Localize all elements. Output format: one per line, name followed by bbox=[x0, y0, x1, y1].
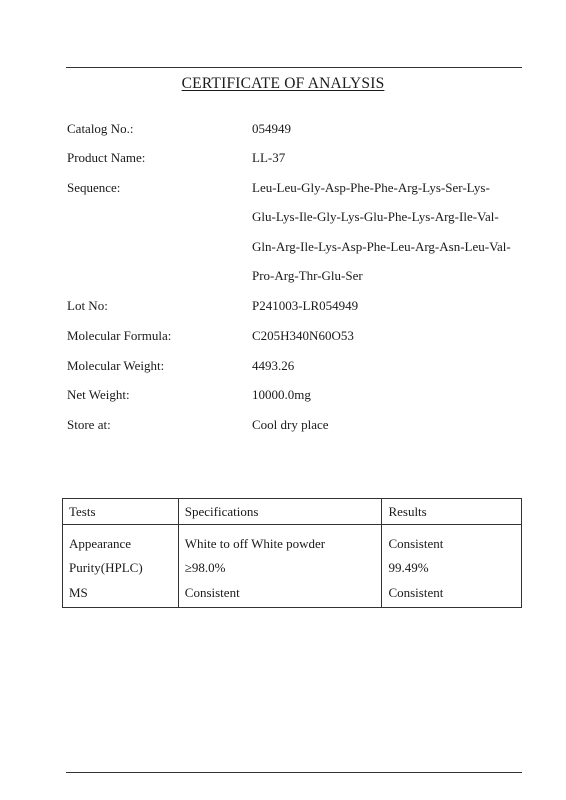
molecular-weight-label: Molecular Weight: bbox=[67, 358, 165, 373]
sequence-line-4: Pro-Arg-Thr-Glu-Ser bbox=[252, 268, 363, 283]
catalog-no-label: Catalog No.: bbox=[67, 121, 134, 136]
store-at-label: Store at: bbox=[67, 417, 111, 432]
net-weight-label: Net Weight: bbox=[67, 387, 130, 402]
cell-result: Consistent bbox=[382, 581, 522, 608]
sequence-line-2: Glu-Lys-Ile-Gly-Lys-Glu-Phe-Lys-Arg-Ile-Val- bbox=[252, 209, 499, 224]
bottom-rule bbox=[66, 772, 522, 773]
store-at-value: Cool dry place bbox=[252, 417, 329, 432]
sequence-line-1: Leu-Leu-Gly-Asp-Phe-Phe-Arg-Lys-Ser-Lys- bbox=[252, 180, 490, 195]
cell-test: MS bbox=[63, 581, 179, 608]
table-row bbox=[63, 581, 522, 608]
table-row bbox=[63, 525, 522, 556]
table-row bbox=[63, 555, 522, 581]
molecular-weight-value: 4493.26 bbox=[252, 358, 295, 373]
sequence-line-3: Gln-Arg-Ile-Lys-Asp-Phe-Leu-Arg-Asn-Leu-Val- bbox=[252, 239, 511, 254]
cell-test: Appearance bbox=[63, 525, 179, 556]
lot-no-value: P241003-LR054949 bbox=[252, 298, 359, 313]
molecular-formula-label: Molecular Formula: bbox=[67, 328, 172, 343]
product-name-value: LL-37 bbox=[252, 150, 286, 165]
catalog-no-value: 054949 bbox=[252, 121, 291, 136]
cell-specification: White to off White powder bbox=[178, 525, 382, 556]
table-header-row bbox=[63, 499, 522, 525]
lot-no-label: Lot No: bbox=[67, 298, 108, 313]
results-table bbox=[62, 498, 522, 608]
net-weight-value: 10000.0mg bbox=[252, 387, 311, 402]
cell-specification: Consistent bbox=[178, 581, 382, 608]
cell-specification: ≥98.0% bbox=[178, 555, 382, 581]
cell-result: Consistent bbox=[382, 525, 522, 556]
document-title: CERTIFICATE OF ANALYSIS bbox=[181, 75, 385, 92]
cell-test: Purity(HPLC) bbox=[63, 555, 179, 581]
cell-result: 99.49% bbox=[382, 555, 522, 581]
header-results: Results bbox=[382, 499, 522, 525]
molecular-formula-value: C205H340N60O53 bbox=[252, 328, 354, 343]
header-specifications: Specifications bbox=[178, 499, 382, 525]
top-rule bbox=[66, 67, 522, 68]
sequence-label: Sequence: bbox=[67, 180, 121, 195]
header-tests: Tests bbox=[63, 499, 179, 525]
product-name-label: Product Name: bbox=[67, 150, 146, 165]
